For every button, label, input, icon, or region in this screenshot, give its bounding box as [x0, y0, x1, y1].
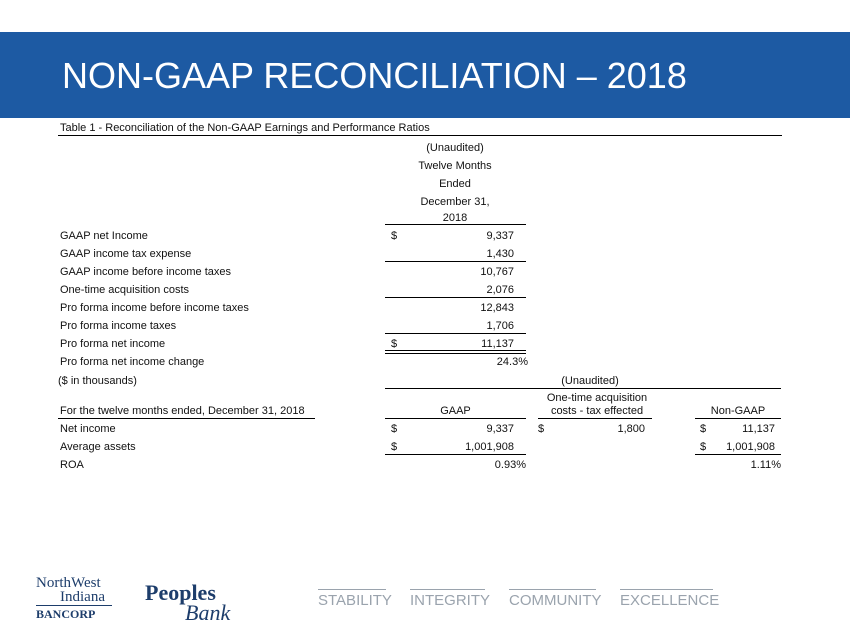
table2-gaap-value: 1,001,908: [465, 441, 514, 453]
table1-row-currency: $: [391, 338, 398, 350]
table1-row-value: 1,706: [486, 320, 514, 332]
table1-header-line: December 31,: [420, 196, 490, 208]
tagline-stability: STABILITY: [318, 592, 392, 609]
col-onetime-header: One-time acquisition: [546, 392, 648, 404]
table1-header-line: Ended: [439, 178, 471, 190]
peoples-bank-logo: [145, 580, 231, 625]
logo-text: Bank: [185, 600, 231, 625]
table1-row-label: Pro forma income taxes: [60, 320, 177, 332]
row-rule: [385, 454, 526, 455]
table1-row-label: GAAP net Income: [60, 230, 148, 242]
tagline-community: COMMUNITY: [509, 592, 602, 609]
table1-row-value: 2,076: [486, 284, 514, 296]
table1-row-label: Pro forma income before income taxes: [60, 302, 249, 314]
caption-rule: [58, 135, 782, 136]
table2-gaap-currency: $: [391, 441, 398, 453]
table1-row-label: One-time acquisition costs: [60, 284, 189, 296]
logo-text: BANCORP: [36, 607, 96, 621]
table2-top-rule: [385, 388, 781, 389]
table2-row-label: ROA: [60, 459, 84, 471]
subtotal-rule: [385, 261, 526, 262]
table1-header-line: (Unaudited): [426, 142, 484, 154]
table1-row-value: 24.3%: [496, 356, 528, 368]
tagline-rule: [509, 589, 596, 590]
table2-row-label: Net income: [60, 423, 116, 435]
logo-text: NorthWest: [36, 575, 101, 591]
table1-row-label: GAAP income before income taxes: [60, 266, 231, 278]
tagline-rule: [620, 589, 713, 590]
table1-row-value: 10,767: [480, 266, 514, 278]
table2-nongaap-currency: $: [700, 423, 707, 435]
col-onetime-header: costs - tax effected: [550, 405, 644, 417]
table1-row-currency: $: [391, 230, 398, 242]
page-title: NON-GAAP RECONCILIATION – 2018: [62, 55, 687, 96]
table1-header-line: 2018: [442, 212, 468, 224]
header-underline: [58, 418, 315, 419]
header-underline: [695, 418, 781, 419]
logo-text: Peoples: [145, 580, 216, 605]
table1-row-label: GAAP income tax expense: [60, 248, 192, 260]
table1-header-line: Twelve Months: [418, 160, 492, 172]
table1-caption: Table 1 - Reconciliation of the Non-GAAP Earnings and Performance Ratios: [60, 122, 430, 134]
table2-nongaap-value: 11,137: [742, 423, 775, 435]
col-nongaap-header: Non-GAAP: [710, 405, 766, 417]
tagline-rule: [318, 589, 386, 590]
logo-rule: [36, 605, 112, 606]
table2-nongaap-value: 1.11%: [750, 459, 781, 471]
table1-row-value: 9,337: [486, 230, 514, 242]
table2-row-label: Average assets: [60, 441, 136, 453]
subtotal-rule: [385, 333, 526, 334]
tagline-integrity: INTEGRITY: [410, 592, 491, 609]
table2-gaap-value: 9,337: [486, 423, 514, 435]
table2-nongaap-currency: $: [700, 441, 707, 453]
table2-onetime-value: 1,800: [617, 423, 645, 435]
subtotal-rule: [385, 297, 526, 298]
total-double-rule: [385, 350, 526, 354]
table1-row-value: 11,137: [481, 338, 514, 350]
table1-row-label: Pro forma net income: [60, 338, 166, 350]
col-gaap-header: GAAP: [440, 405, 471, 417]
table2-onetime-currency: $: [538, 423, 545, 435]
table2-gaap-value: 0.93%: [494, 459, 526, 471]
table1-row-value: 1,430: [486, 248, 514, 260]
table2-nongaap-value: 1,001,908: [726, 441, 775, 453]
table1-row-value: 12,843: [480, 302, 514, 314]
units-note: ($ in thousands): [58, 375, 137, 387]
northwest-indiana-bancorp-logo: [36, 576, 112, 621]
table2-gaap-currency: $: [391, 423, 398, 435]
tagline-rule: [410, 589, 485, 590]
header-underline: [538, 418, 652, 419]
logo-text: Indiana: [60, 589, 105, 605]
table1-row-label: Pro forma net income change: [60, 356, 205, 368]
header-underline: [385, 418, 526, 419]
period-label: For the twelve months ended, December 31, 2018: [60, 405, 305, 417]
tagline-excellence: EXCELLENCE: [620, 592, 720, 609]
row-rule: [695, 454, 781, 455]
table2-unaudited: (Unaudited): [561, 375, 619, 387]
header-rule: [385, 224, 526, 225]
